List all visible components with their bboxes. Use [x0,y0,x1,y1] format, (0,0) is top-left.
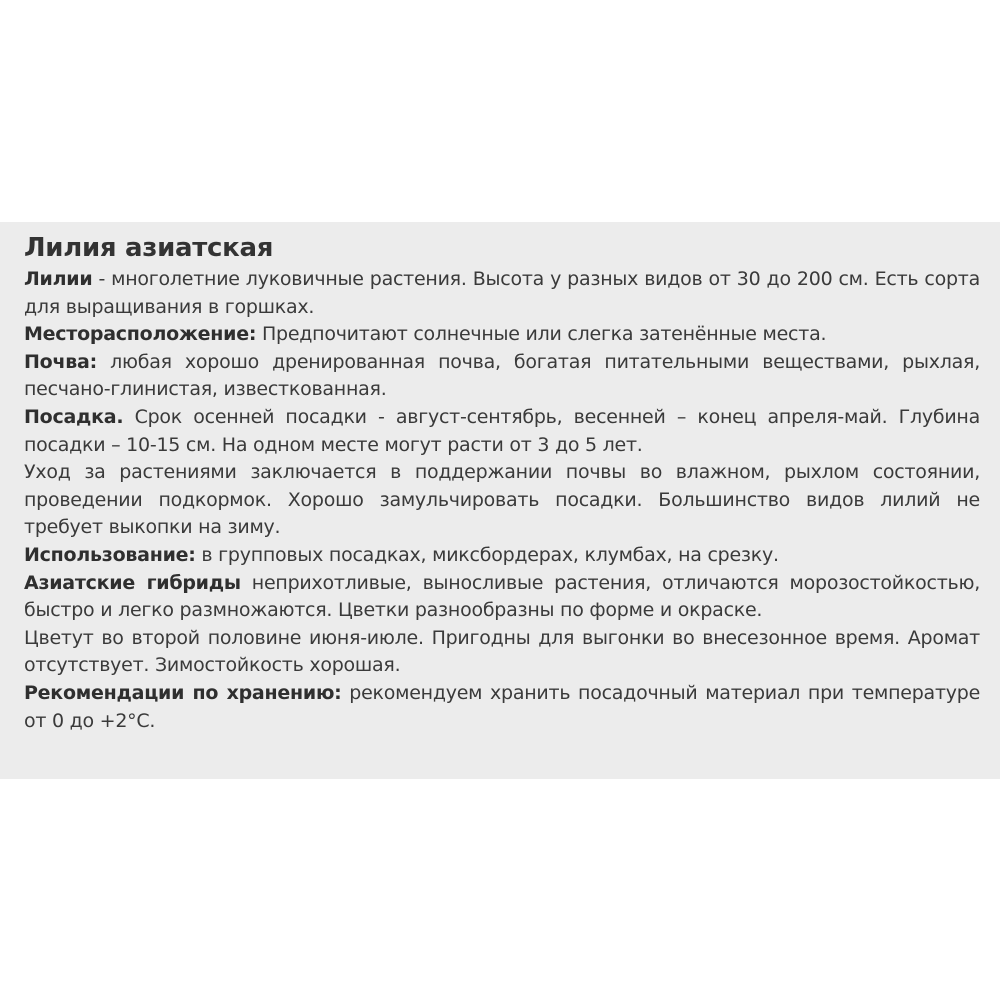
text-usage: в групповых посадках, миксбордерах, клумбах, на срезку. [195,543,779,566]
term-hybrids: Азиатские гибриды [24,571,241,594]
paragraph-storage [24,680,980,735]
paragraph-hybrids [24,570,980,625]
paragraph-planting [24,404,980,459]
text-blooming: Цветут во второй половине июня-июле. Пригодны для выгонки во внесезонное время. Аромат отсутствует. Зимостойкость хорошая. [24,626,980,677]
text-planting: Срок осенней посадки - август-сентябрь, весенней – конец апреля-май. Глубина посадки – 10-15 см. На одном месте могут расти от 3 до 5 лет. [24,405,980,456]
text-lilies: - многолетние луковичные растения. Высота у разных видов от 30 до 200 см. Есть сорта для выращивания в горшках. [24,268,980,318]
paragraph-usage [24,542,980,570]
paragraph-care [24,459,980,542]
term-planting: Посадка. [24,405,124,428]
term-lilies: Лилии [24,268,93,290]
term-usage: Использование: [24,543,196,566]
paragraph-blooming [24,625,980,680]
text-soil: любая хорошо дренированная почва, богатая питательными веществами, рыхлая, песчано-глинистая, известкованная. [24,350,980,401]
text-storage: рекомендуем хранить посадочный материал при температуре от 0 до +2°С. [24,681,981,732]
paragraph-location [24,321,980,349]
term-storage: Рекомендации по хранению: [24,681,342,704]
term-soil: Почва: [24,350,97,373]
paragraph-soil [24,349,980,404]
text-location: Предпочитают солнечные или слегка затенённые места. [256,323,827,346]
text-hybrids: неприхотливые, выносливые растения, отличаются морозостойкостью, быстро и легко размножаются. Цветки разнообразны по форме и окраске. [24,571,980,622]
label-title: Лилия азиатская [24,233,274,263]
term-location: Месторасположение: [24,323,257,346]
product-label [0,222,1000,779]
paragraph-lilies [24,266,980,321]
text-care: Уход за растениями заключается в поддержании почвы во влажном, рыхлом состоянии, проведении подкормок. Хорошо замульчировать посадки. Большинство видов лилий не требует выкопки на зиму. [24,461,980,539]
